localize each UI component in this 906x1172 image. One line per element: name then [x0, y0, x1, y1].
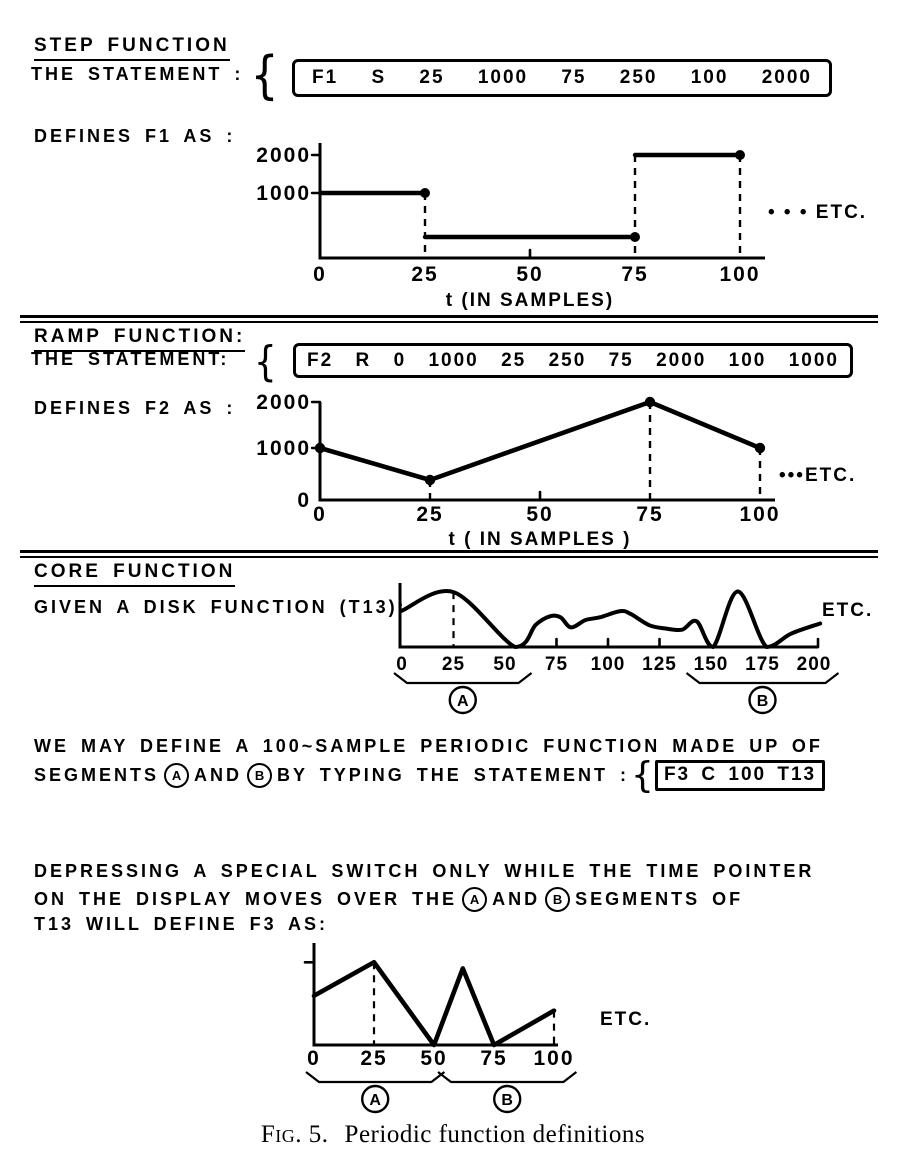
- statement-token: 25: [501, 349, 527, 371]
- svg-text:25: 25: [416, 503, 444, 526]
- statement-token: 75: [561, 67, 587, 88]
- define-line2-pre: SEGMENTS: [34, 765, 160, 785]
- svg-text:50: 50: [516, 263, 544, 286]
- svg-text:100: 100: [533, 1047, 575, 1070]
- ramp-statement-box: [293, 343, 853, 378]
- svg-text:2000: 2000: [256, 144, 311, 167]
- statement-token: F1: [312, 67, 339, 88]
- define-line2-post: BY TYPING THE STATEMENT :: [277, 765, 630, 785]
- statement-token: 75: [608, 349, 634, 371]
- svg-text:125: 125: [642, 654, 677, 675]
- svg-text:100: 100: [590, 654, 626, 675]
- statement-token: S: [371, 67, 387, 88]
- define-line2-mid: AND: [194, 765, 243, 785]
- statement-token: 0: [393, 349, 407, 371]
- svg-text:0: 0: [313, 503, 327, 526]
- svg-text:ETC.: ETC.: [822, 600, 874, 621]
- switch-line2-pre: ON THE DISPLAY MOVES OVER THE: [34, 889, 458, 909]
- step-statement-label: THE STATEMENT :: [31, 64, 244, 84]
- svg-text:0: 0: [396, 654, 408, 675]
- statement-token: 1000: [477, 67, 529, 88]
- svg-text:75: 75: [621, 263, 649, 286]
- svg-text:0: 0: [313, 263, 327, 286]
- circled-b-letter: B: [545, 887, 570, 912]
- switch-line2-mid: AND: [492, 889, 541, 909]
- svg-text:100: 100: [719, 263, 761, 286]
- switch-paragraph-line3: T13 WILL DEFINE F3 AS:: [34, 914, 329, 934]
- figure-caption: [0, 1121, 906, 1149]
- circled-a-letter: A: [462, 887, 487, 912]
- svg-text:t ( IN SAMPLES ): t ( IN SAMPLES ): [448, 529, 632, 550]
- svg-text:0: 0: [297, 489, 311, 512]
- svg-text:50: 50: [493, 654, 517, 675]
- statement-token: F2: [307, 349, 334, 371]
- statement-token: R: [355, 349, 372, 371]
- switch-paragraph-line1: DEPRESSING A SPECIAL SWITCH ONLY WHILE THE TIME POINTER: [34, 861, 815, 881]
- svg-text:B: B: [501, 1092, 513, 1109]
- disk-function-chart: [0, 578, 906, 730]
- statement-token: 250: [619, 67, 658, 88]
- define-paragraph-line1: WE MAY DEFINE A 100~SAMPLE PERIODIC FUNCTION MADE UP OF: [34, 736, 823, 756]
- statement-token: 1000: [788, 349, 839, 371]
- svg-text:75: 75: [636, 503, 664, 526]
- ramp-function-chart: [0, 390, 906, 550]
- f3-function-chart: [0, 935, 906, 1119]
- svg-text:75: 75: [544, 654, 569, 675]
- f3-statement-box: F3 C 100 T13: [655, 760, 825, 791]
- statement-token: 100: [728, 349, 767, 371]
- svg-text:1000: 1000: [256, 182, 311, 205]
- step-defines-label: DEFINES F1 AS :: [34, 126, 236, 146]
- svg-text:•••ETC.: •••ETC.: [779, 465, 857, 486]
- svg-text:75: 75: [480, 1047, 508, 1070]
- svg-text:25: 25: [441, 654, 466, 675]
- figure-caption-text: Periodic function definitions: [344, 1121, 646, 1148]
- ramp-defines-label: DEFINES F2 AS :: [34, 398, 236, 418]
- statement-token: 250: [548, 349, 587, 371]
- svg-text:• • • ETC.: • • • ETC.: [768, 202, 868, 223]
- svg-text:200: 200: [796, 654, 832, 675]
- svg-text:50: 50: [526, 503, 554, 526]
- svg-text:t (IN SAMPLES): t (IN SAMPLES): [445, 290, 615, 311]
- statement-token: 2000: [656, 349, 707, 371]
- svg-text:1000: 1000: [256, 437, 311, 460]
- svg-text:A: A: [456, 693, 469, 710]
- section-separator-1: [20, 315, 878, 323]
- circled-b-letter: B: [247, 763, 272, 788]
- step-statement-box: [292, 59, 832, 97]
- define-paragraph-line2: SEGMENTS A AND B BY TYPING THE STATEMENT : { F3 C 100 T13: [34, 760, 825, 791]
- svg-text:25: 25: [411, 263, 439, 286]
- svg-text:B: B: [756, 693, 769, 710]
- svg-text:100: 100: [739, 503, 781, 526]
- svg-text:25: 25: [360, 1047, 388, 1070]
- switch-line2-post: SEGMENTS OF: [575, 889, 744, 909]
- step-section-title: STEP FUNCTION: [34, 35, 230, 61]
- svg-text:0: 0: [307, 1047, 321, 1070]
- core-given-label: GIVEN A DISK FUNCTION (T13):: [34, 597, 407, 617]
- svg-text:ETC.: ETC.: [600, 1009, 652, 1030]
- svg-text:175: 175: [745, 654, 780, 675]
- statement-token: 2000: [761, 67, 812, 88]
- switch-paragraph-line2: [34, 887, 743, 912]
- svg-text:50: 50: [420, 1047, 448, 1070]
- svg-text:150: 150: [693, 654, 729, 675]
- svg-text:2000: 2000: [256, 391, 311, 414]
- figure-caption-label: Fig. 5.: [260, 1121, 329, 1148]
- step-function-chart: [0, 130, 906, 312]
- ramp-statement-label: THE STATEMENT:: [31, 349, 230, 369]
- circled-a-letter: A: [164, 763, 189, 788]
- ramp-section-title: RAMP FUNCTION:: [34, 326, 245, 352]
- section-separator-2: [20, 550, 878, 558]
- svg-text:A: A: [369, 1092, 381, 1109]
- statement-token: 1000: [428, 349, 479, 371]
- core-section-title: CORE FUNCTION: [34, 561, 235, 587]
- step-statement-open-brace: {: [250, 46, 279, 106]
- ramp-statement-open-brace: {: [254, 337, 277, 386]
- statement-token: 100: [690, 67, 729, 88]
- statement-token: 25: [419, 67, 445, 88]
